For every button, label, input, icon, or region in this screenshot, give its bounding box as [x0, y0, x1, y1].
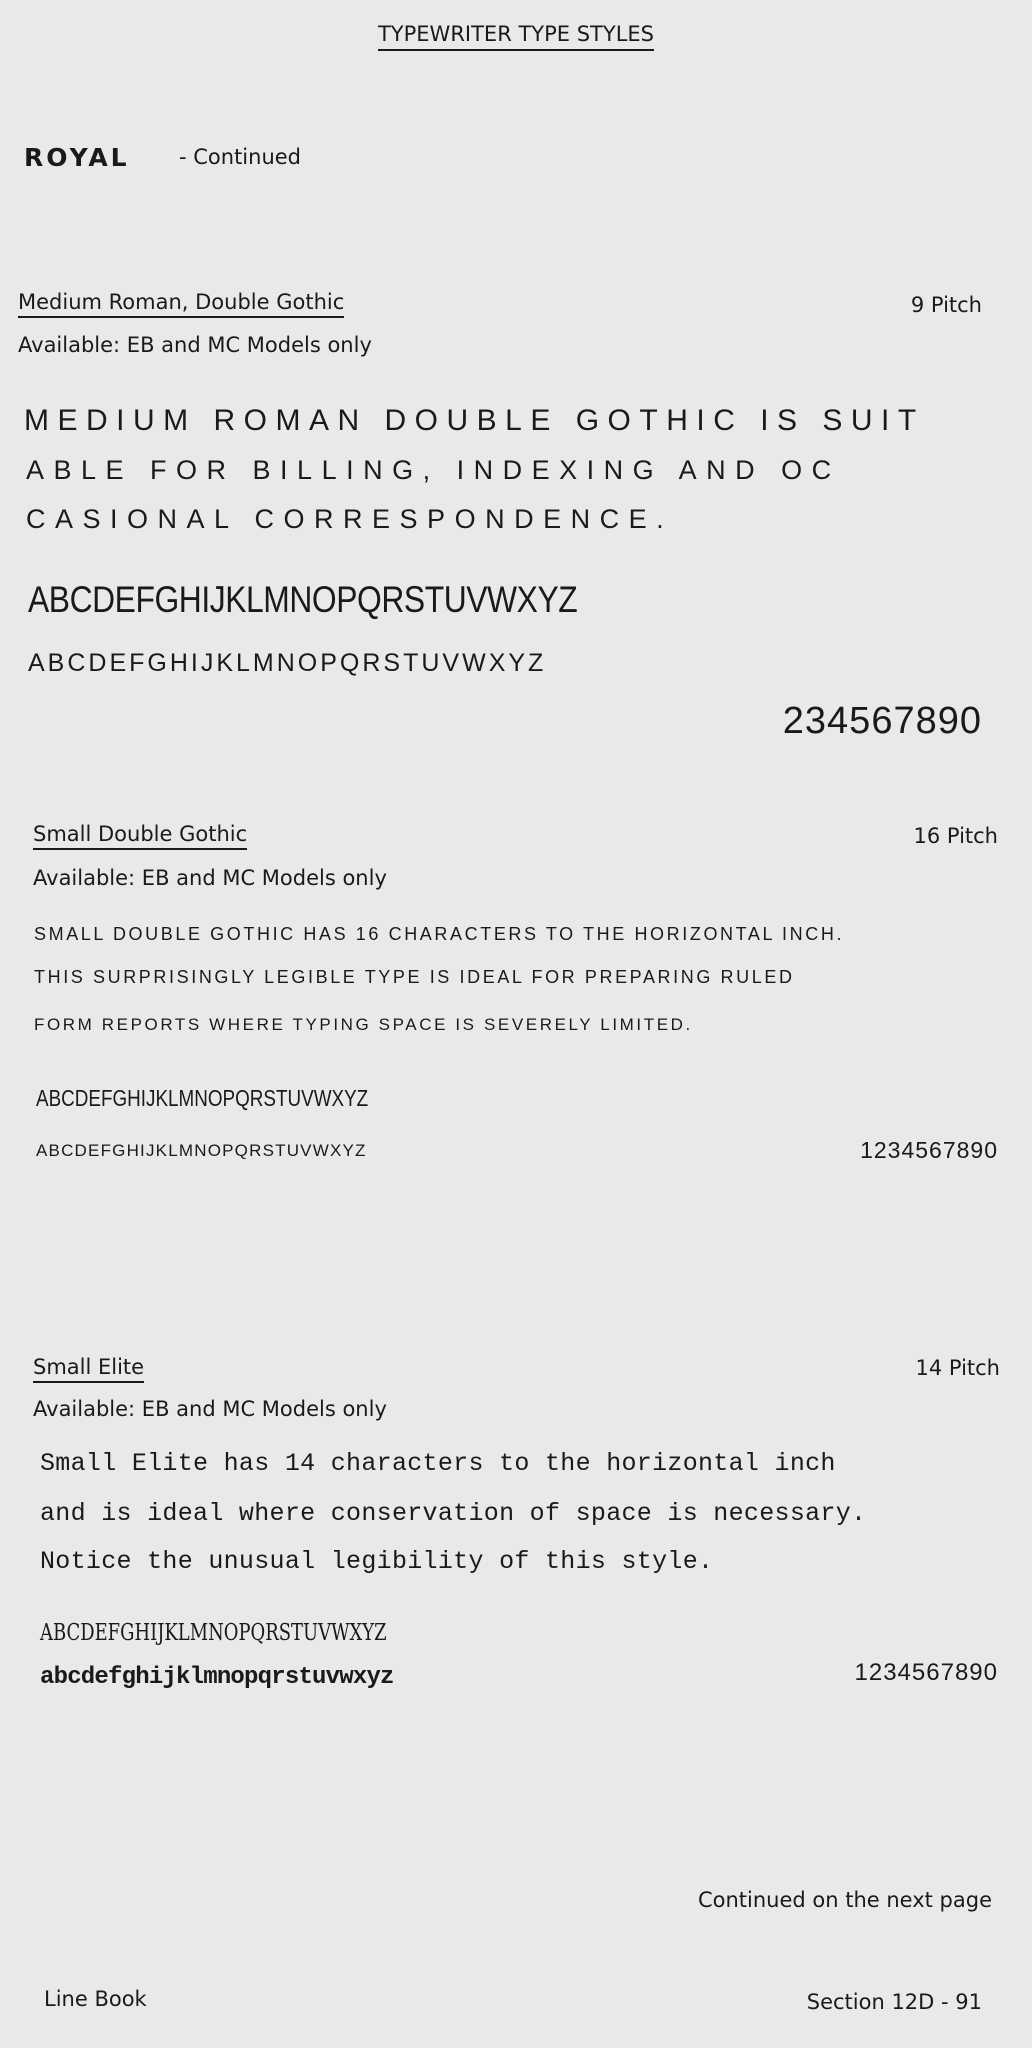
sample-line: Notice the unusual legibility of this style. [40, 1547, 714, 1576]
section-title: Medium Roman, Double Gothic [18, 292, 344, 318]
book-name: Line Book [44, 1987, 147, 2011]
sample-line: SMALL DOUBLE GOTHIC HAS 16 CHARACTERS TO THE HORIZONTAL INCH. [34, 924, 845, 944]
alphabet-line: ABCDEFGHIJKLMNOPQRSTUVWXYZ [28, 649, 547, 677]
alphabet-line: ABCDEFGHIJKLMNOPQRSTUVWXYZ [28, 579, 578, 620]
alphabet-line: ABCDEFGHIJKLMNOPQRSTUVWXYZ [40, 1620, 387, 1646]
sample-line: ABLE FOR BILLING, INDEXING AND OC [26, 455, 841, 485]
section-pitch: 16 Pitch [913, 824, 998, 848]
section-pitch: 9 Pitch [910, 293, 982, 317]
sample-line: and is ideal where conservation of space is necessary. [40, 1499, 867, 1528]
sample-line: THIS SURPRISINGLY LEGIBLE TYPE IS IDEAL FOR PREPARING RULED [34, 967, 795, 987]
alphabet-line: abcdefghijklmnopqrstuvwxyz [40, 1664, 394, 1691]
section-pitch: 14 Pitch [915, 1356, 1000, 1380]
sample-line: Small Elite has 14 characters to the horizontal inch [40, 1449, 836, 1478]
continued-note: Continued on the next page [697, 1888, 992, 1912]
section-availability: Available: EB and MC Models only [33, 1397, 387, 1421]
section-availability: Available: EB and MC Models only [33, 866, 387, 890]
sample-line: CASIONAL CORRESPONDENCE. [26, 504, 674, 534]
numerals: 1234567890 [854, 1659, 998, 1686]
alphabet-line: ABCDEFGHIJKLMNOPQRSTUVWXYZ [36, 1141, 367, 1160]
numerals: 234567890 [782, 700, 982, 742]
brand-heading: ROYAL [24, 143, 130, 172]
section-title: Small Double Gothic [33, 824, 247, 850]
page-title: TYPEWRITER TYPE STYLES [378, 22, 654, 51]
continued-label: - Continued [179, 145, 302, 169]
section-number: Section 12D - 91 [806, 1990, 982, 2014]
alphabet-line: ABCDEFGHIJKLMNOPQRSTUVWXYZ [36, 1085, 369, 1111]
section-availability: Available: EB and MC Models only [18, 333, 372, 357]
section-title: Small Elite [33, 1357, 144, 1383]
page-title-wrap [0, 24, 1032, 48]
sample-line: MEDIUM ROMAN DOUBLE GOTHIC IS SUIT [24, 404, 925, 437]
numerals: 1234567890 [860, 1137, 998, 1163]
sample-line: FORM REPORTS WHERE TYPING SPACE IS SEVERELY LIMITED. [34, 1015, 693, 1034]
